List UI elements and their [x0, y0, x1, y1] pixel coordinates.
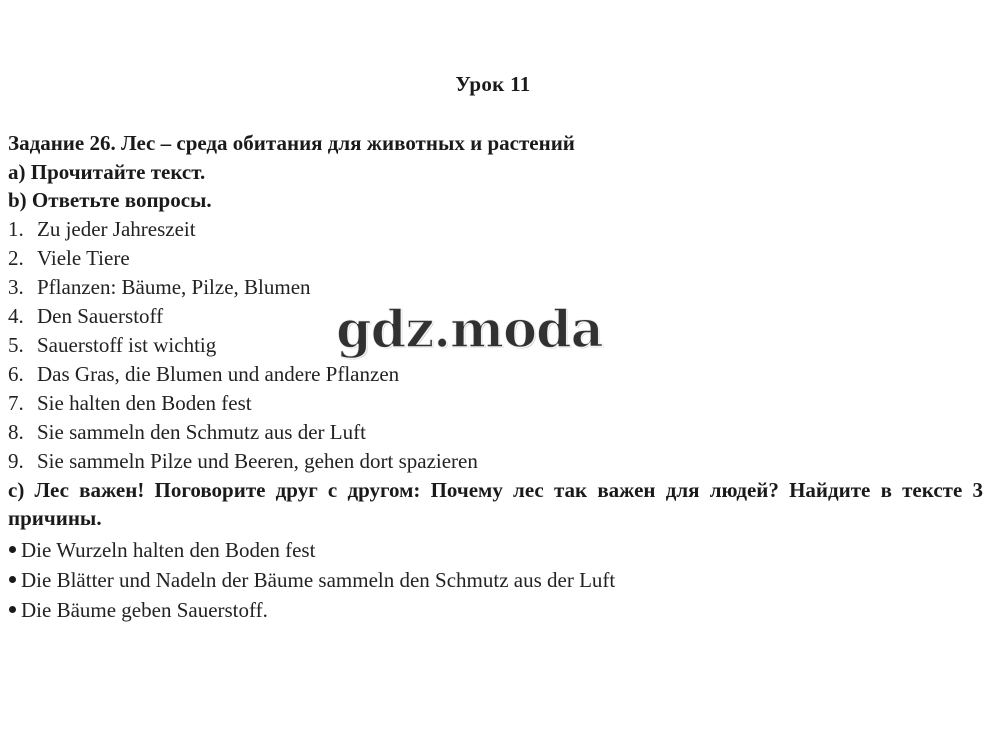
task-part-b: b) Ответьте вопросы.: [8, 188, 212, 212]
bullet-icon: [9, 546, 16, 553]
answer-item: [8, 447, 983, 476]
answer-item: [8, 302, 983, 331]
answer-number: 1.: [8, 216, 24, 241]
reason-text: Die Bäume geben Sauerstoff.: [21, 597, 268, 622]
answer-number: 2.: [8, 245, 24, 270]
answer-item: [8, 360, 983, 389]
reason-list: [8, 535, 983, 625]
reason-text: Die Wurzeln halten den Boden fest: [21, 537, 316, 562]
reason-item: [8, 565, 983, 595]
answer-item: [8, 418, 983, 447]
answer-text: Sauerstoff ist wichtig: [37, 332, 217, 357]
lesson-title: Урок 11: [455, 72, 531, 96]
bullet-icon: [9, 576, 16, 583]
answer-item: [8, 215, 983, 244]
watermark-logo: gdz.moda: [336, 300, 603, 360]
answer-number: 8.: [8, 419, 24, 444]
answer-text: Den Sauerstoff: [37, 303, 164, 328]
answer-list: [8, 215, 983, 476]
answer-text: Zu jeder Jahreszeit: [37, 216, 196, 241]
answer-text: Sie sammeln Pilze und Beeren, gehen dort spazieren: [37, 448, 478, 473]
answer-number: 6.: [8, 361, 24, 386]
reason-text: Die Blätter und Nadeln der Bäume sammeln den Schmutz aus der Luft: [21, 567, 616, 592]
answer-number: 3.: [8, 274, 24, 299]
task-part-c: c) Лес важен! Поговорите друг с другом: Почему лес так важен для людей? Найдите в тексте 3 причины.: [8, 477, 983, 530]
bullet-icon: [9, 606, 16, 613]
task-content: [8, 129, 983, 625]
answer-item: [8, 244, 983, 273]
answer-text: Sie halten den Boden fest: [37, 390, 252, 415]
answer-number: 9.: [8, 448, 24, 473]
reason-item: [8, 535, 983, 565]
answer-text: Sie sammeln den Schmutz aus der Luft: [37, 419, 366, 444]
answer-item: [8, 273, 983, 302]
reason-item: [8, 595, 983, 625]
answer-item: [8, 331, 983, 360]
answer-number: 5.: [8, 332, 24, 357]
answer-text: Viele Tiere: [37, 245, 130, 270]
task-title: Задание 26. Лес – среда обитания для животных и растений: [8, 131, 575, 155]
answer-text: Pflanzen: Bäume, Pilze, Blumen: [37, 274, 311, 299]
task-part-a: a) Прочитайте текст.: [8, 159, 206, 184]
answer-item: [8, 389, 983, 418]
answer-number: 7.: [8, 390, 24, 415]
answer-text: Das Gras, die Blumen und andere Pflanzen: [37, 361, 400, 386]
answer-number: 4.: [8, 303, 24, 328]
